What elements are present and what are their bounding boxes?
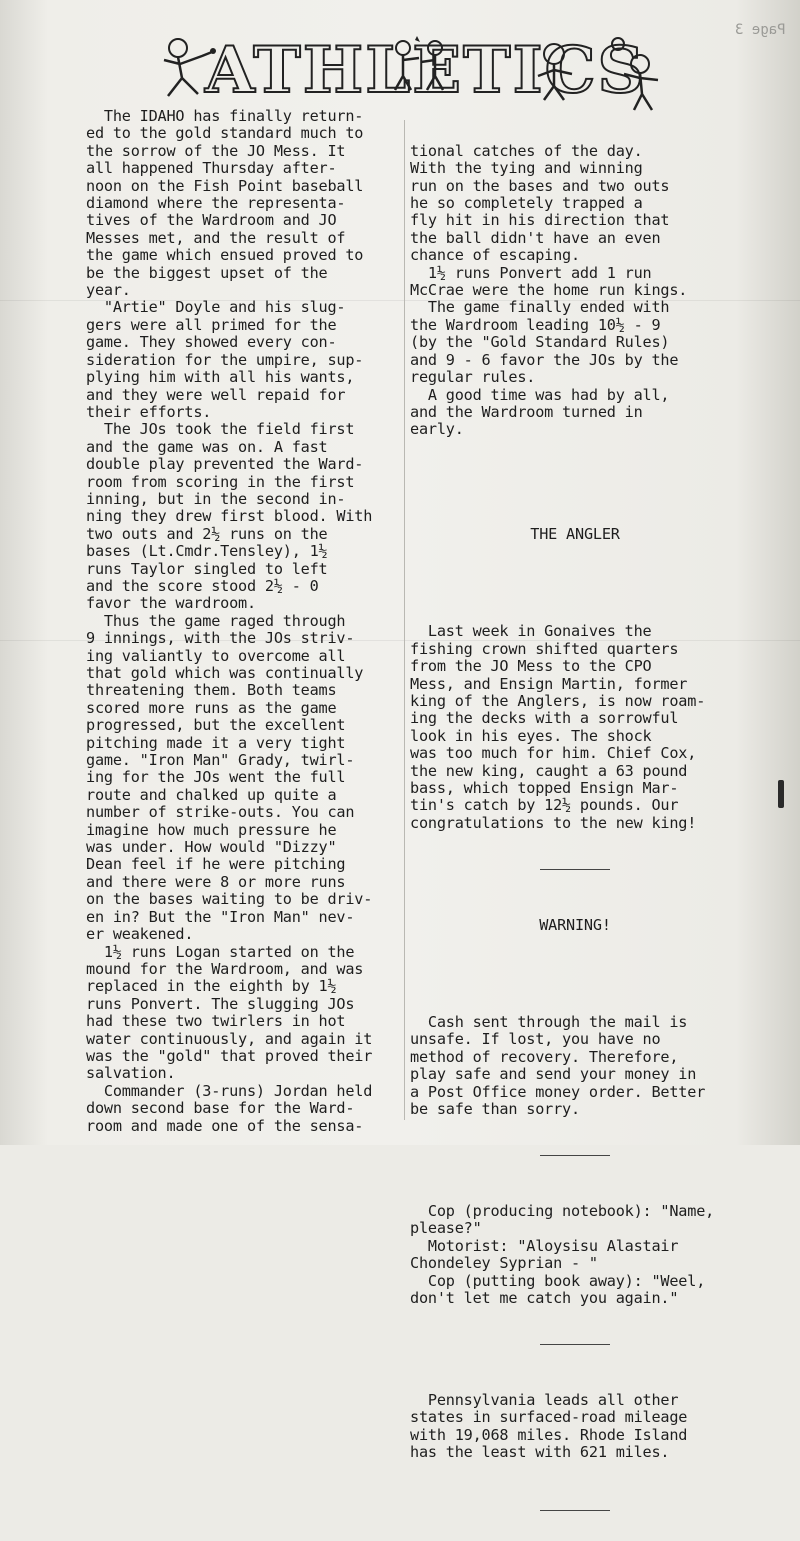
- text-line: Dean feel if he were pitching: [86, 855, 346, 874]
- text-line: the Wardroom leading 10½ - 9: [410, 315, 661, 334]
- text-line: threatening them. Both teams: [86, 681, 337, 700]
- text-line: from the JO Mess to the CPO: [410, 657, 652, 676]
- text-line: game. "Iron Man" Grady, twirl-: [86, 751, 355, 770]
- text-line: diamond where the representa-: [86, 194, 346, 213]
- text-line: ning they drew first blood. With: [86, 507, 373, 526]
- text-line: fly hit in his direction that: [410, 211, 670, 230]
- text-line: the game which ensued proved to: [86, 246, 364, 265]
- text-line: With the tying and winning: [410, 159, 643, 178]
- text-line: was too much for him. Chief Cox,: [410, 744, 697, 763]
- text-line: the sorrow of the JO Mess. It: [86, 141, 346, 160]
- section-rule: [540, 1510, 610, 1511]
- text-line: Chondeley Syprian - ": [410, 1254, 598, 1273]
- text-line: please?": [410, 1219, 482, 1238]
- text-line: states in surfaced-road mileage: [410, 1408, 688, 1427]
- text-line: runs Taylor singled to left: [86, 559, 328, 578]
- section-rule: [540, 869, 610, 870]
- text-line: water continuously, and again it: [86, 1029, 373, 1048]
- text-line: method of recovery. Therefore,: [410, 1047, 679, 1066]
- text-line: Cash sent through the mail is: [410, 1012, 688, 1031]
- text-line: route and chalked up quite a: [86, 785, 337, 804]
- text-line: Messes met, and the result of: [86, 228, 346, 247]
- text-line: all happened Thursday after-: [86, 159, 337, 178]
- column-divider: [404, 120, 405, 1120]
- text-line: he so completely trapped a: [410, 194, 643, 213]
- page-label: Page 3: [735, 22, 786, 38]
- text-line: tional catches of the day.: [410, 141, 643, 160]
- text-line: Commander (3-runs) Jordan held: [86, 1081, 373, 1100]
- text-line: unsafe. If lost, you have no: [410, 1030, 661, 1049]
- text-line: en in? But the "Iron Man" nev-: [86, 907, 355, 926]
- angler-heading: THE ANGLER: [530, 525, 620, 544]
- text-line: Pennsylvania leads all other: [410, 1391, 679, 1410]
- section-rule: [540, 1344, 610, 1345]
- text-line: was the "gold" that proved their: [86, 1046, 373, 1065]
- text-line: king of the Anglers, is now roam-: [410, 692, 706, 710]
- text-line: and the score stood 2½ - 0: [86, 576, 319, 595]
- text-line: tin's catch by 12½ pounds. Our: [410, 796, 679, 815]
- text-line: er weakened.: [86, 925, 194, 944]
- text-line: 1½ runs Ponvert add 1 run: [410, 263, 652, 282]
- text-line: McCrae were the home run kings.: [410, 281, 688, 300]
- text-line: that gold which was continually: [86, 664, 364, 682]
- text-line: bases (Lt.Cmdr.Tensley), 1½: [86, 542, 328, 561]
- text-line: had these two twirlers in hot: [86, 1012, 346, 1031]
- road-mileage-fact: [410, 1392, 740, 1462]
- text-line: scored more runs as the game: [86, 698, 337, 717]
- text-line: on the bases waiting to be driv-: [86, 890, 373, 909]
- text-line: Mess, and Ensign Martin, former: [410, 674, 688, 693]
- text-line: has the least with 621 miles.: [410, 1443, 670, 1462]
- text-line: room from scoring in the first: [86, 472, 355, 491]
- text-line: double play prevented the Ward-: [86, 455, 364, 474]
- text-line: tives of the Wardroom and JO: [86, 211, 337, 230]
- page-title: ATHLETICS: [205, 33, 646, 108]
- text-line: fishing crown shifted quarters: [410, 639, 679, 658]
- text-line: their efforts.: [86, 402, 212, 421]
- text-line: imagine how much pressure he: [86, 820, 337, 839]
- text-line: early.: [410, 420, 464, 439]
- text-line: chance of escaping.: [410, 246, 580, 265]
- text-line: The IDAHO has finally return-: [86, 107, 364, 125]
- text-line: pitching made it a very tight: [86, 733, 346, 752]
- section-rule: [540, 1155, 610, 1156]
- text-line: Last week in Gonaives the: [410, 622, 652, 641]
- text-line: room and made one of the sensa-: [86, 1116, 364, 1135]
- ink-mark: [778, 780, 784, 808]
- text-line: congratulations to the new king!: [410, 813, 697, 832]
- text-line: A good time was had by all,: [410, 385, 670, 404]
- text-line: The JOs took the field first: [86, 420, 355, 439]
- text-line: number of strike-outs. You can: [86, 803, 355, 822]
- text-line: Motorist: "Aloysisu Alastair: [410, 1236, 679, 1255]
- text-line: 1½ runs Logan started on the: [86, 942, 355, 961]
- text-line: ing the decks with a sorrowful: [410, 709, 679, 728]
- text-line: game. They showed every con-: [86, 333, 337, 352]
- text-line: and 9 - 6 favor the JOs by the: [410, 350, 679, 369]
- text-line: and there were 8 or more runs: [86, 872, 346, 891]
- text-line: progressed, but the excellent: [86, 716, 346, 735]
- text-line: year.: [86, 281, 131, 300]
- text-line: The game finally ended with: [410, 298, 670, 317]
- text-line: (by the "Gold Standard Rules): [410, 333, 670, 352]
- text-line: ing valiantly to overcome all: [86, 646, 346, 665]
- text-line: 9 innings, with the JOs striv-: [86, 629, 355, 648]
- text-line: play safe and send your money in: [410, 1065, 697, 1084]
- text-line: and the game was on. A fast: [86, 437, 328, 456]
- text-line: don't let me catch you again.": [410, 1289, 679, 1307]
- text-line: gers were all primed for the: [86, 315, 337, 334]
- text-line: be the biggest upset of the: [86, 263, 328, 282]
- angler-story: [410, 623, 740, 832]
- text-line: bass, which topped Ensign Mar-: [410, 779, 679, 798]
- text-line: regular rules.: [410, 368, 536, 387]
- text-line: salvation.: [86, 1064, 176, 1083]
- text-line: run on the bases and two outs: [410, 176, 670, 195]
- text-line: inning, but in the second in-: [86, 489, 346, 508]
- text-line: was under. How would "Dizzy": [86, 838, 337, 857]
- baseball-story-continued: [410, 143, 740, 439]
- text-line: and the Wardroom turned in: [410, 402, 643, 421]
- text-line: and they were well repaid for: [86, 385, 346, 404]
- warning-heading: WARNING!: [539, 915, 611, 934]
- text-line: "Artie" Doyle and his slug-: [86, 298, 346, 317]
- right-column: [410, 108, 740, 1541]
- text-line: favor the wardroom.: [86, 594, 256, 613]
- text-line: be safe than sorry.: [410, 1099, 580, 1118]
- text-line: with 19,068 miles. Rhode Island: [410, 1425, 688, 1444]
- left-column: [86, 108, 402, 1135]
- text-line: Thus the game raged through: [86, 611, 346, 630]
- text-line: two outs and 2½ runs on the: [86, 524, 328, 543]
- text-line: look in his eyes. The shock: [410, 726, 652, 745]
- text-line: ing for the JOs went the full: [86, 768, 346, 787]
- text-line: the ball didn't have an even: [410, 228, 661, 247]
- text-line: noon on the Fish Point baseball: [86, 176, 364, 195]
- text-line: runs Ponvert. The slugging JOs: [86, 994, 355, 1013]
- text-line: plying him with all his wants,: [86, 368, 355, 387]
- text-line: the new king, caught a 63 pound: [410, 761, 688, 780]
- text-line: mound for the Wardroom, and was: [86, 959, 364, 978]
- text-line: sideration for the umpire, sup-: [86, 350, 364, 369]
- text-line: Cop (producing notebook): "Name,: [410, 1201, 715, 1220]
- cop-joke: [410, 1203, 740, 1307]
- text-line: down second base for the Ward-: [86, 1099, 355, 1118]
- text-line: replaced in the eighth by 1½: [86, 977, 337, 996]
- warning-notice: [410, 1014, 740, 1118]
- masthead: [0, 30, 800, 110]
- text-line: ed to the gold standard much to: [86, 124, 364, 143]
- text-line: Cop (putting book away): "Weel,: [410, 1271, 706, 1290]
- text-line: a Post Office money order. Better: [410, 1082, 706, 1101]
